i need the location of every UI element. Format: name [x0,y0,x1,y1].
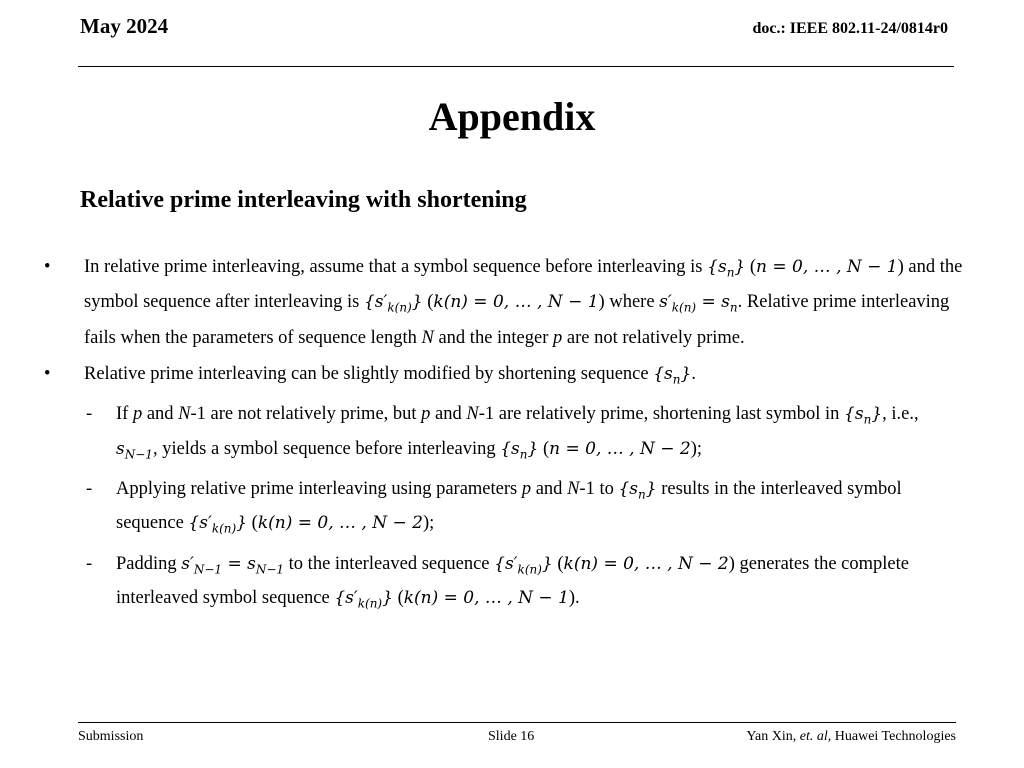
text: ). [568,588,580,609]
sub-bullet-item [44,475,964,544]
text: p [132,404,143,425]
math: k(n) = 0, … , N − 1 [433,292,599,313]
slide-subtitle: Relative prime interleaving with shortening [80,187,527,213]
text: ( [392,588,404,609]
text: N [178,404,191,425]
math: $\{s'_{k(n)}\}$ [494,553,553,577]
slide-title: Appendix [428,94,596,139]
math: k(n) = 0, … , N − 2 [563,553,729,574]
text: , yields a symbol sequence before interleaving [152,438,501,459]
header-doc-id: doc.: IEEE 802.11-24/0814r0 [752,20,948,37]
sub-bullet-dash: - [86,404,93,425]
text: p [421,404,431,425]
bullet-dot: • [44,363,51,384]
math: n = 0, … , N − 2 [549,438,691,459]
math: $s_{N-1}$ [116,438,153,461]
math: $\{s_n\}$ [707,257,746,280]
math: $\{s'_{k(n)}\}$ [334,588,393,611]
text: -1 are not relatively prime, but [190,404,422,425]
math: $\{s_n\}$ [500,438,539,461]
text: are not relatively prime. [562,327,745,348]
text: N [567,478,580,499]
text: In relative prime interleaving, assume that a symbol sequence before interleaving is [84,257,708,277]
text: p [553,327,563,348]
text: N [421,327,434,348]
math: $\{s'_{k(n)}\}$ [363,292,423,315]
text: and [142,404,179,425]
text: Relative prime interleaving can be slightly modified by shortening sequence [84,363,654,384]
text: ( [745,257,757,277]
text: . Relative prime interleaving fails when the parameters of sequence length [84,292,950,348]
text: and [430,404,467,425]
text: -1 are relatively prime, shortening last symbol in [478,404,845,425]
bullet-item [44,252,964,353]
sub-bullet-item [44,400,964,469]
text: results in the interleaved symbol sequence [116,478,902,534]
text: ) generates the complete interleaved symbol sequence [116,553,909,609]
math: k(n) = 0, … , N − 2 [257,513,423,534]
text: Applying relative prime interleaving using parameters [116,478,522,499]
footer-slide-number: Slide 16 [488,729,535,744]
text: , i.e., [882,404,919,425]
text: ); [422,513,435,534]
text: -1 to [579,478,619,499]
slide-body [44,252,964,625]
text: and [531,478,568,499]
footer-divider [78,722,956,723]
text: ( [538,438,550,459]
text: ( [552,553,564,574]
sub-bullet-dash: - [86,553,93,574]
text: and the integer [433,327,554,348]
text: ( [422,292,434,313]
sub-bullet-item [44,550,964,619]
text: ( [247,513,258,534]
footer-author: Yan Xin, et. al, Huawei Technologies [746,729,956,744]
math: $\{s'_{k(n)}\}$ [188,513,248,536]
text: ); [690,438,703,459]
bullet-dot: • [44,257,51,277]
header-date: May 2024 [80,14,169,38]
text: N [466,404,479,425]
text: . [691,363,696,384]
text: Padding [116,553,182,574]
header-divider [78,66,954,67]
sub-bullet-dash: - [86,478,93,499]
text: If [116,404,133,425]
math: $s'_{k(n)} = s_n$ [659,292,738,315]
footer-submission: Submission [78,729,144,744]
math: $\{s_n\}$ [653,363,692,387]
text: ) where [598,292,660,313]
math: $s'_{N-1} = s_{N-1}$ [181,553,285,577]
text: ) and the symbol sequence after interleaving is [84,257,963,313]
math: n = 0, … , N − 1 [756,257,898,277]
math: $\{s_n\}$ [618,478,657,502]
text: p [521,478,532,499]
math: $\{s_n\}$ [844,404,883,427]
math: k(n) = 0, … , N − 1 [403,588,569,609]
bullet-item [44,359,964,394]
text: to the interleaved sequence [284,553,495,574]
